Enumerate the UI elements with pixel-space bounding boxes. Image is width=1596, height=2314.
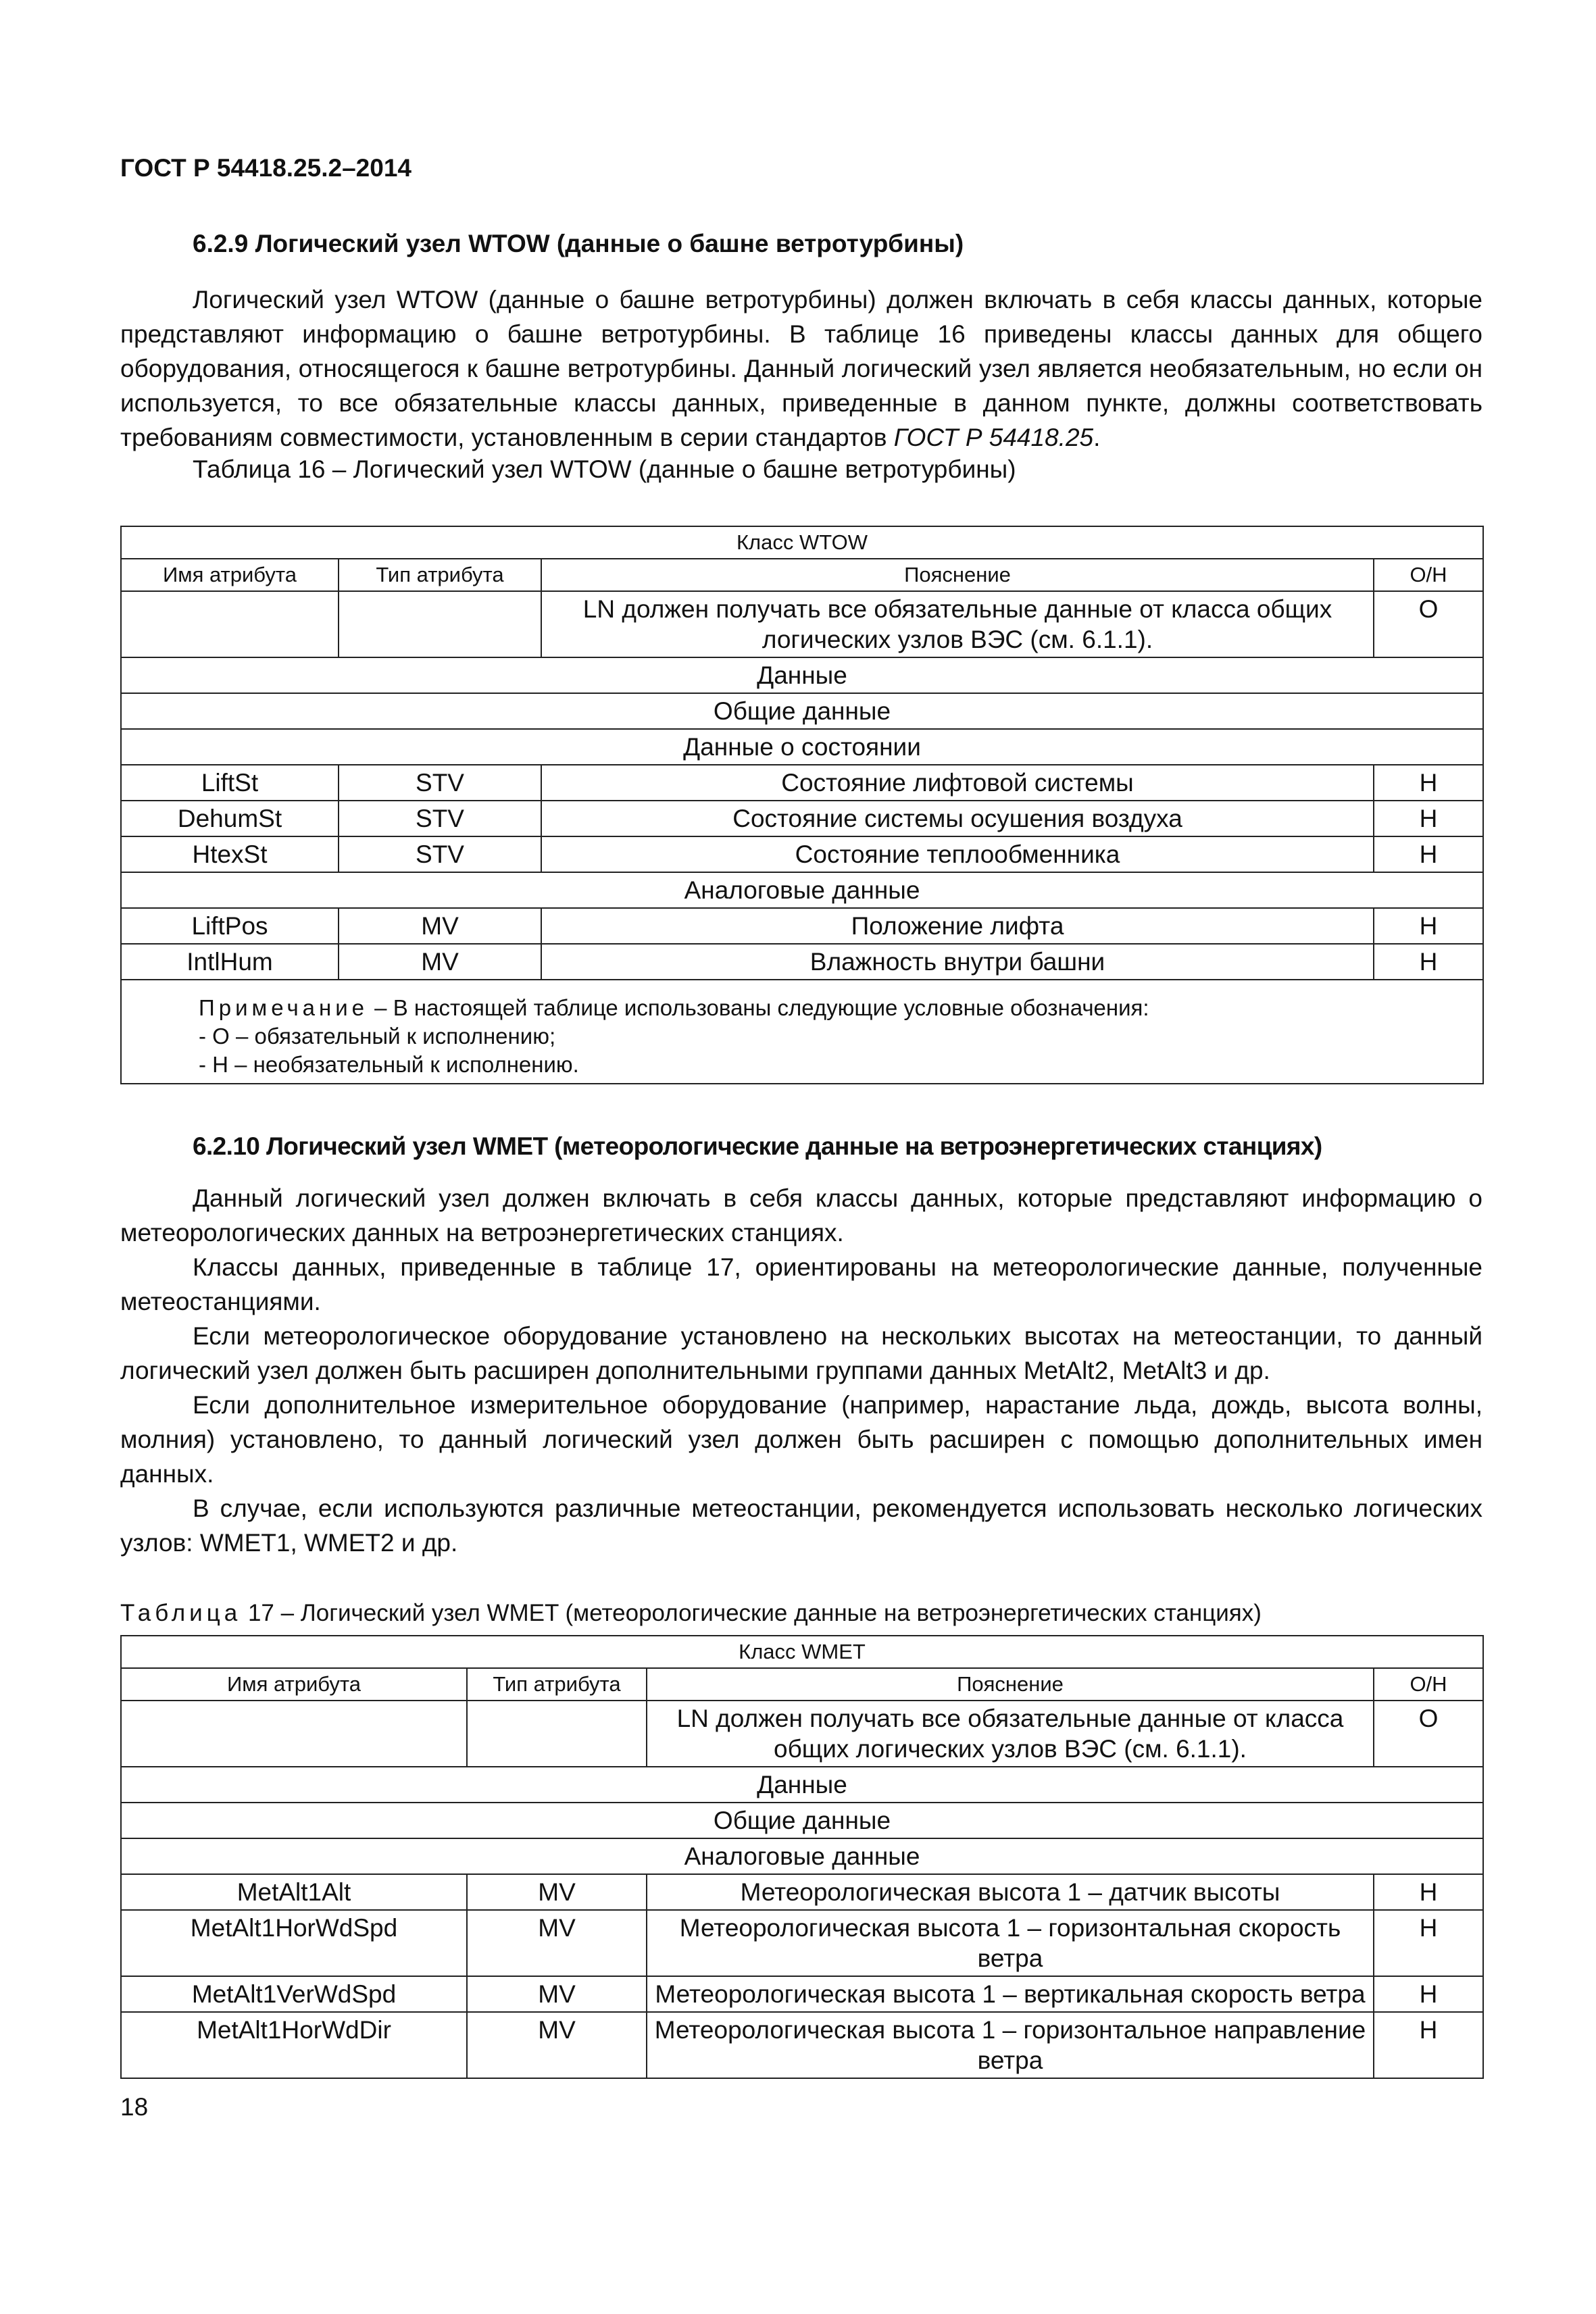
section-row-analog: Аналоговые данные	[121, 872, 1483, 908]
col-header-name: Имя атрибута	[121, 559, 339, 591]
cell-mo: Н	[1374, 2012, 1483, 2078]
table-row	[121, 801, 1483, 836]
table-note	[121, 980, 1483, 1084]
cell-type: MV	[467, 2012, 647, 2078]
standard-reference: ГОСТ Р 54418.25	[893, 424, 1094, 451]
table-row	[121, 944, 1483, 980]
paragraph: В случае, если используются различные метеостанции, рекомендуется использовать несколько логических узлов: WMET1, WMET2 и др.	[120, 1494, 1482, 1557]
cell-name: MetAlt1VerWdSpd	[121, 1976, 467, 2012]
cell-mo: Н	[1374, 908, 1483, 944]
cell-name: MetAlt1HorWdDir	[121, 2012, 467, 2078]
cell-type: STV	[339, 801, 541, 836]
table-row	[121, 1910, 1483, 1976]
section-6-2-10-body	[120, 1181, 1482, 1560]
table-row	[121, 1976, 1483, 2012]
col-header-type: Тип атрибута	[467, 1668, 647, 1701]
paragraph-text: Логический узел WTOW (данные о башне ветротурбины) должен включать в себя классы данных, которые представляют информацию о башне ветротурбины. В таблице 16 приведены классы данных для общего оборудования, относящегося к башне ветротурбины. Данный логический узел является необязательным, но если он используется, то все обязательные классы данных, приведенные в данном пункте, должны соответствовать требованиям совместимости, установленным в серии стандартов	[120, 286, 1482, 451]
note-line: - О – обязательный к исполнению;	[199, 1024, 556, 1049]
paragraph-end: .	[1093, 424, 1101, 451]
cell-type: STV	[339, 836, 541, 872]
col-header-mo: О/Н	[1374, 559, 1483, 591]
cell-desc: Состояние системы осушения воздуха	[541, 801, 1374, 836]
cell-type	[339, 591, 541, 657]
cell-name: DehumSt	[121, 801, 339, 836]
cell-mo: Н	[1374, 765, 1483, 801]
cell-name: IntlHum	[121, 944, 339, 980]
cell-desc: Состояние лифтовой системы	[541, 765, 1374, 801]
col-header-name: Имя атрибута	[121, 1668, 467, 1701]
cell-mo: О	[1374, 591, 1483, 657]
table-16-wrapper	[120, 526, 1482, 1084]
section-row-common: Общие данные	[121, 1803, 1483, 1838]
cell-type: STV	[339, 765, 541, 801]
section-heading-6-2-9: 6.2.9 Логический узел WTOW (данные о башне ветротурбины)	[193, 230, 964, 257]
paragraph: Если метеорологическое оборудование установлено на нескольких высотах на метеостанции, то данный логический узел должен быть расширен дополнительными группами данных MetAlt2, MetAlt3 и др.	[120, 1322, 1482, 1384]
cell-mo: О	[1374, 1701, 1483, 1767]
note-label: Примечание	[199, 995, 369, 1020]
paragraph: Классы данных, приведенные в таблице 17, ориентированы на метеорологические данные, полученные метеостанциями.	[120, 1253, 1482, 1315]
cell-desc: Метеорологическая высота 1 – вертикальная скорость ветра	[647, 1976, 1374, 2012]
cell-desc: LN должен получать все обязательные данные от класса общих логических узлов ВЭС (см. 6.1.1).	[541, 591, 1374, 657]
cell-desc: Метеорологическая высота 1 – датчик высоты	[647, 1874, 1374, 1910]
section-row-analog: Аналоговые данные	[121, 1838, 1483, 1874]
cell-name: HtexSt	[121, 836, 339, 872]
cell-type: MV	[339, 908, 541, 944]
col-header-mo: О/Н	[1374, 1668, 1483, 1701]
cell-mo: Н	[1374, 836, 1483, 872]
cell-desc: Метеорологическая высота 1 – горизонтальное направление ветра	[647, 2012, 1374, 2078]
table-row	[121, 765, 1483, 801]
paragraph: Если дополнительное измерительное оборудование (например, нарастание льда, дождь, высота волны, молния) установлено, то данный логический узел должен быть расширен с помощью дополнительных имен данных.	[120, 1391, 1482, 1488]
cell-mo: Н	[1374, 1910, 1483, 1976]
table-17	[120, 1635, 1484, 2079]
cell-name: MetAlt1HorWdSpd	[121, 1910, 467, 1976]
section-row-common: Общие данные	[121, 693, 1483, 729]
cell-name: LiftSt	[121, 765, 339, 801]
section-6-2-9-body	[120, 282, 1482, 484]
page-number: 18	[120, 2093, 149, 2121]
table-row	[121, 2012, 1483, 2078]
table-17-wrapper	[120, 1635, 1482, 2079]
table-row	[121, 1874, 1483, 1910]
cell-type: MV	[467, 1910, 647, 1976]
table-header-row	[121, 1668, 1483, 1701]
table-row	[121, 1701, 1483, 1767]
table-row	[121, 591, 1483, 657]
cell-type: MV	[467, 1976, 647, 2012]
caption-label: Таблица	[120, 1600, 242, 1626]
section-row-status: Данные о состоянии	[121, 729, 1483, 765]
note-line: - Н – необязательный к исполнению.	[199, 1052, 579, 1077]
caption-text: 17 – Логический узел WMET (метеорологические данные на ветроэнергетических станциях)	[241, 1600, 1262, 1626]
cell-mo: Н	[1374, 1976, 1483, 2012]
section-row-data: Данные	[121, 1767, 1483, 1803]
cell-type: MV	[467, 1874, 647, 1910]
cell-name: MetAlt1Alt	[121, 1874, 467, 1910]
section-heading-6-2-10: 6.2.10 Логический узел WMET (метеорологические данные на ветроэнергетических станциях)	[193, 1132, 1322, 1160]
cell-mo: Н	[1374, 944, 1483, 980]
cell-name: LiftPos	[121, 908, 339, 944]
table-17-caption	[120, 1599, 1482, 1628]
note-intro	[199, 994, 1470, 1022]
section-row-data: Данные	[121, 657, 1483, 693]
table-class-title: Класс WMET	[121, 1636, 1483, 1668]
cell-desc: Состояние теплообменника	[541, 836, 1374, 872]
cell-mo: Н	[1374, 801, 1483, 836]
col-header-desc: Пояснение	[541, 559, 1374, 591]
table-row	[121, 908, 1483, 944]
paragraph	[120, 282, 1482, 455]
table-16-caption: Таблица 16 – Логический узел WTOW (данные о башне ветротурбины)	[193, 455, 1016, 483]
table-header-row	[121, 559, 1483, 591]
cell-mo: Н	[1374, 1874, 1483, 1910]
cell-desc: Метеорологическая высота 1 – горизонтальная скорость ветра	[647, 1910, 1374, 1976]
cell-type	[467, 1701, 647, 1767]
cell-name	[121, 591, 339, 657]
col-header-type: Тип атрибута	[339, 559, 541, 591]
col-header-desc: Пояснение	[647, 1668, 1374, 1701]
document-header: ГОСТ Р 54418.25.2–2014	[120, 154, 412, 182]
cell-type: MV	[339, 944, 541, 980]
cell-name	[121, 1701, 467, 1767]
table-16	[120, 526, 1484, 1084]
paragraph: Данный логический узел должен включать в себя классы данных, которые представляют информацию о метеорологических данных на ветроэнергетических станциях.	[120, 1184, 1482, 1247]
table-row	[121, 836, 1483, 872]
cell-desc: LN должен получать все обязательные данные от класса общих логических узлов ВЭС (см. 6.1.1).	[647, 1701, 1374, 1767]
table-class-title: Класс WTOW	[121, 526, 1483, 559]
note-text: – В настоящей таблице использованы следующие условные обозначения:	[368, 995, 1149, 1020]
cell-desc: Влажность внутри башни	[541, 944, 1374, 980]
cell-desc: Положение лифта	[541, 908, 1374, 944]
